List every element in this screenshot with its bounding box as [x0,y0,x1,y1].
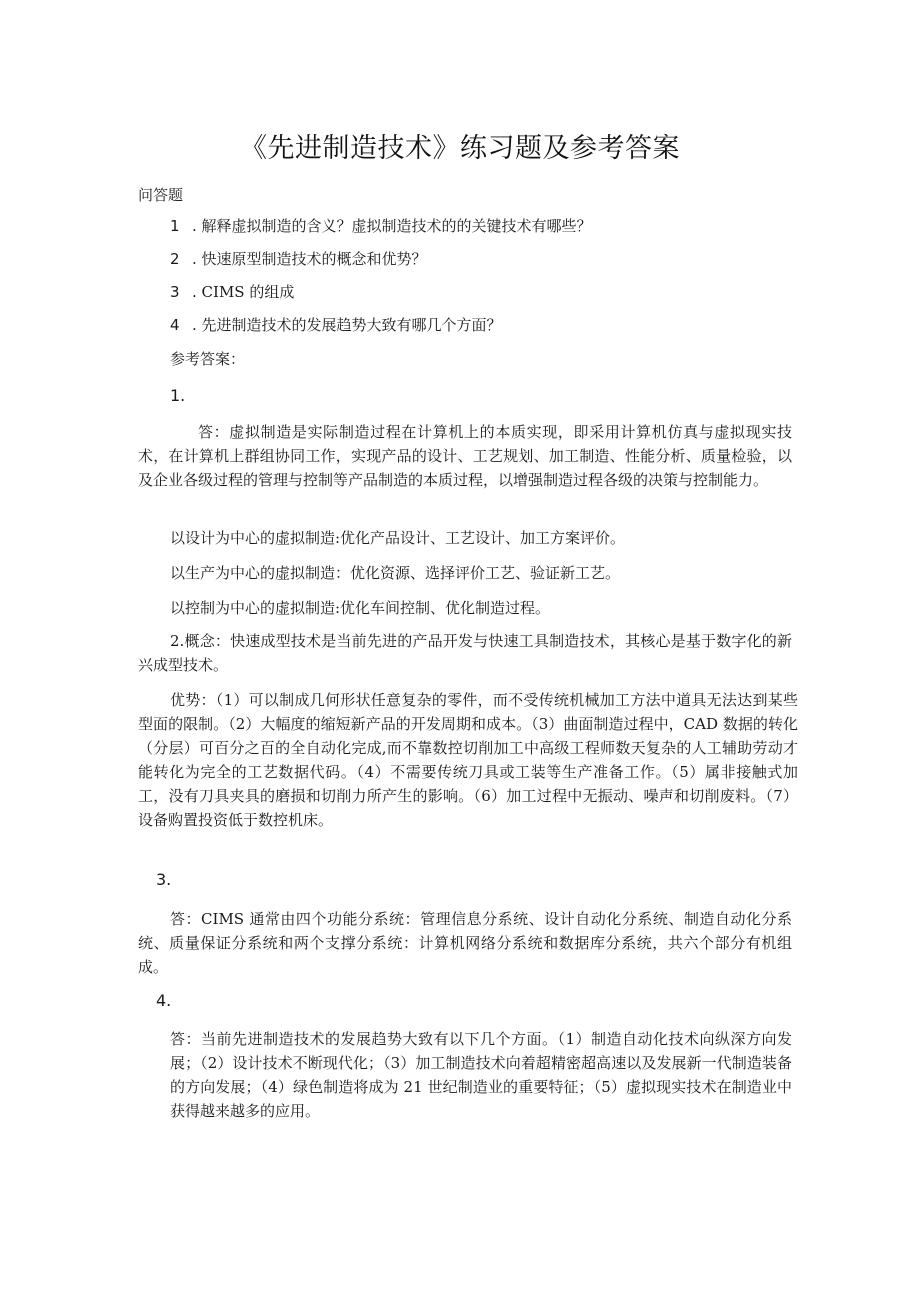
answer-4-number: 4. [156,991,172,1010]
answer-3-number: 3. [156,870,172,889]
page-title: 《先进制造技术》练习题及参考答案 [240,133,680,164]
section-label: 问答题 [138,186,184,204]
question-text: . 先进制造技术的发展趋势大致有哪几个方面？ [192,316,502,334]
question-number: 2 [170,250,180,268]
answer-2-concept: 2.概念：快速成型技术是当前先进的产品开发与快速工具制造技术，其核心是基于数字化的新兴成型技术。 [138,632,792,674]
question-text: . 快速原型制造技术的概念和优势？ [192,250,427,268]
question-text: . CIMS 的组成 [192,283,295,301]
question-number: 4 [170,316,180,334]
question-text: . 解释虚拟制造的含义？虚拟制造技术的的关键技术有哪些？ [192,217,592,235]
question-item [170,280,810,304]
answer-1-control: 以控制为中心的虚拟制造:优化车间控制、优化制造过程。 [170,599,551,617]
question-item [170,214,810,238]
answer-4-body: 答：当前先进制造技术的发展趋势大致有以下几个方面。（1）制造自动化技术向纵深方向发展；（2）设计技术不断现代化；（3）加工制造技术向着超精密超高速以及发展新一代制造装备的方向发展；（4）绿色制造将成为 21 世纪制造业的重要特征；（5）虚拟现实技术在制造业中获得越来越多的应用。 [170,1030,792,1120]
answer-1-body: 答：虚拟制造是实际制造过程在计算机上的本质实现，即采用计算机仿真与虚拟现实技术，在计算机上群组协同工作，实现产品的设计、工艺规划、加工制造、性能分析、质量检验，以及企业各级过程的管理与控制等产品制造的本质过程，以增强制造过程各级的决策与控制能力。 [138,423,792,489]
question-list [170,214,810,346]
answer-2-advantages: 优势：（1）可以制成几何形状任意复杂的零件，而不受传统机械加工方法中道具无法达到某些型面的限制。（2）大幅度的缩短新产品的开发周期和成本。（3）曲面制造过程中，CAD 数据的转化（分层）可百分之百的全自动化完成,而不靠数控切削加工中高级工程师数天复杂的人工辅助劳动才能转化为完全的工艺数据代码。（4）不需要传统刀具或工装等生产准备工作。（5）属非接触式加工，没有刀具夹具的磨损和切削力所产生的影响。（6）加工过程中无振动、噪声和切削废料。（7）设备购置投资低于数控机床。 [138,691,798,829]
question-item [170,247,810,271]
answer-1-production: 以生产为中心的虚拟制造：优化资源、选择评价工艺、验证新工艺。 [170,564,621,582]
question-item [170,313,810,337]
answer-1-design: 以设计为中心的虚拟制造:优化产品设计、工艺设计、加工方案评价。 [170,529,626,547]
question-number: 1 [170,217,180,235]
answer-3-body: 答：CIMS 通常由四个功能分系统：管理信息分系统、设计自动化分系统、制造自动化分系统、质量保证分系统和两个支撑分系统：计算机网络分系统和数据库分系统，共六个部分有机组成。 [138,910,792,976]
question-number: 3 [170,283,180,301]
answers-label: 参考答案： [170,350,246,368]
answer-1-number: 1. [170,386,186,405]
